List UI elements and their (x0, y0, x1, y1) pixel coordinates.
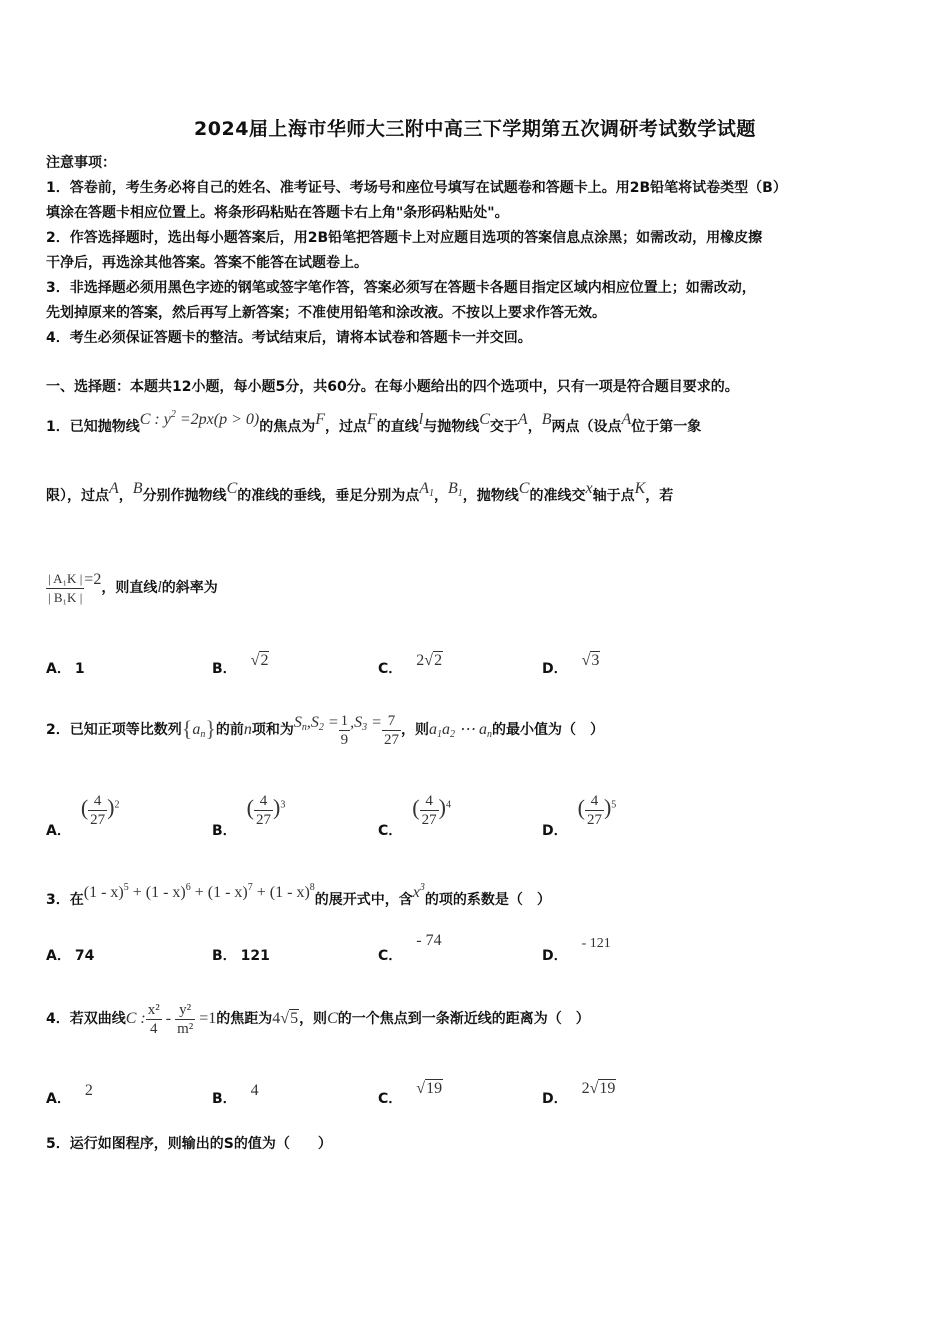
q1-ratio-value: =2 (84, 571, 102, 588)
q1-math-x: x (585, 480, 593, 497)
q1-text: 的焦点为 (259, 419, 316, 435)
q4-text: ，则 (299, 1011, 328, 1027)
q2-math-n: n (243, 721, 252, 738)
q1-text: ， (527, 419, 542, 435)
q3-option-b[interactable]: B． 121 (212, 948, 270, 964)
q4-math-minus: - (161, 1010, 176, 1027)
q1-text: 限），过点 (46, 488, 109, 504)
q2-text: ，则 (400, 722, 429, 738)
q2-math-s3: $,S_3$ = (350, 714, 382, 733)
q3-math-expression: (1 - x)$^5$ + (1 - x)$^6$ + (1 - x)$^7$ + (1 - x)$^8$ (83, 882, 315, 901)
q4-fraction-x: $\frac{\text{x²}}{4}$ (147, 1001, 160, 1037)
q1-math-curve: C : $y^2 =2px(p > 0)$ (139, 409, 260, 428)
q1-math-K: K (634, 480, 646, 497)
q1-option-d[interactable]: D． √3 (542, 652, 600, 677)
q1-text: 交于 (489, 419, 518, 435)
q2-option-d[interactable]: D．( $\frac{4}{27}$ )$^5$ (542, 793, 617, 839)
q1-math-F: F (367, 411, 377, 428)
q1-text: 的准线的垂线，垂足分别为点 (237, 488, 420, 504)
q1-math-l: l (157, 579, 162, 596)
q3-text: 的展开式中，含 (314, 892, 413, 908)
q3-text: 的项的系数是（ ） (424, 892, 551, 908)
q3-option-d[interactable]: D．- 121 (542, 936, 611, 964)
q1-math-C: C (518, 480, 530, 497)
q5-line-1: 5．运行如图程序，则输出的S的值为（ ） (46, 1136, 332, 1152)
q4-line-1 (46, 995, 906, 1043)
q3-text: 3．在 (46, 892, 84, 908)
q1-text: 与抛物线 (423, 419, 480, 435)
q1-line-3 (46, 566, 906, 610)
q4-math-focal: 4√5 (272, 1010, 299, 1027)
q2-option-c[interactable]: C．( $\frac{4}{27}$ )$^4$ (378, 793, 451, 839)
q1-option-b[interactable]: B． √2 (212, 652, 269, 677)
notice-line-2: 填涂在答题卡相应位置上。将条形码粘贴在答题卡右上角"条形码粘贴处"。 (46, 205, 509, 221)
q4-fraction-y: $\frac{\text{y²}}{\text{m²}}$ (177, 1001, 194, 1037)
q4-option-b[interactable]: B． 4 (212, 1082, 259, 1107)
q3-line-1 (46, 882, 906, 910)
q1-math-B: B (541, 411, 552, 428)
notice-line-4: 干净后，再选涂其他答案。答案不能答在试题卷上。 (46, 255, 368, 271)
q1-option-c[interactable]: C． 2√2 (378, 652, 443, 677)
q3-math-x3: $x^3$ (412, 882, 425, 901)
q1-math-l: l (418, 411, 424, 428)
section-heading: 一、选择题：本题共12小题，每小题5分，共60分。在每小题给出的四个选项中，只有一项是符合题目要求的。 (46, 379, 739, 395)
q4-math-C: C : (125, 1010, 146, 1027)
left-brace-icon: { (181, 716, 193, 741)
q1-text: ， (118, 488, 133, 504)
q1-text: 两点（设点 (551, 419, 622, 435)
q1-math-F: F (315, 411, 325, 428)
q2-math-sums: $S_n,S_2$ = (293, 714, 339, 733)
q1-math-B1: $B_1$ (448, 480, 463, 499)
q1-text: 1．已知抛物线 (46, 419, 140, 435)
sqrt-symbol: √19 (416, 1080, 443, 1097)
q1-option-a[interactable]: A． 1 (46, 661, 85, 677)
q1-math-B: B (132, 480, 143, 497)
notice-line-5: 3．非选择题必须用黑色字迹的钢笔或签字笔作答，答案必须写在答题卡各题目指定区域内相应位置上；如需改动， (46, 280, 756, 296)
q4-option-d[interactable]: D．2√19 (542, 1080, 616, 1107)
q4-text: 的一个焦点到一条渐近线的距离为（ ） (337, 1011, 590, 1027)
q1-line-2 (46, 480, 906, 511)
q3-option-a[interactable]: A． 74 (46, 948, 95, 964)
q1-text: 的斜率为 (161, 580, 218, 596)
q2-text: 的前 (215, 722, 244, 738)
q1-text: 的直线 (376, 419, 419, 435)
q1-text: ，过点 (325, 419, 367, 435)
sqrt-symbol: √3 (581, 652, 600, 669)
sqrt-symbol: 2√2 (416, 652, 443, 669)
notice-line-6: 先划掉原来的答案，然后再写上新答案；不准使用铅笔和涂改液。不按以上要求作答无效。 (46, 305, 606, 321)
q2-text: 2．已知正项等比数列 (46, 722, 182, 738)
q2-option-a[interactable]: A．( $\frac{4}{27}$ )$^2$ (46, 793, 120, 839)
q1-math-A: A (109, 480, 119, 497)
q1-text: ，则直线 (101, 580, 158, 596)
q4-math-eq: =1 (195, 1010, 217, 1027)
q1-math-A: A (621, 411, 632, 428)
q1-math-A1: $A_1$ (419, 480, 435, 499)
q1-math-A: A (517, 411, 528, 428)
q1-text: 轴于点 (592, 488, 635, 504)
notice-heading: 注意事项： (46, 155, 116, 171)
q2-text: 项和为 (251, 722, 294, 738)
notice-line-7: 4．考生必须保证答题卡的整洁。考试结束后，请将本试卷和答题卡一并交回。 (46, 330, 532, 346)
q2-math-product: $a_1a_2$ ⋯ $a_n$ (428, 721, 492, 740)
sqrt-symbol: √2 (250, 652, 269, 669)
q2-fraction-s2: $\frac{1}{9}$ (340, 712, 349, 748)
q4-option-c[interactable]: C．√19 (378, 1080, 443, 1107)
q2-fraction-s3: $\frac{7}{27}$ (383, 712, 399, 748)
q2-line-1 (46, 705, 906, 753)
notice-line-1: 1．答卷前，考生务必将自己的姓名、准考证号、考场号和座位号填写在试题卷和答题卡上。用2B铅笔将试卷类型（B） (46, 180, 787, 196)
q4-text: 的焦距为 (216, 1011, 273, 1027)
q1-text: 位于第一象 (631, 419, 702, 435)
q1-text: ，抛物线 (462, 488, 519, 504)
q1-line-1 (46, 409, 906, 437)
q4-text: 4．若双曲线 (46, 1011, 126, 1027)
q1-text: ， (434, 488, 449, 504)
notice-line-3: 2．作答选择题时，选出每小题答案后，用2B铅笔把答题卡上对应题目选项的答案信息点涂黑；如需改动，用橡皮擦 (46, 230, 763, 246)
q1-text: 的准线交 (529, 488, 586, 504)
right-brace-icon: } (205, 716, 216, 741)
q1-text: ，若 (645, 488, 674, 504)
q1-ratio-fraction: $\frac{\text{| A₁K |}}{\text{| B₁K |}}$ (48, 570, 83, 605)
q2-math-an: $a_n$ (192, 721, 206, 740)
q3-option-c[interactable]: C．- 74 (378, 932, 442, 964)
q1-math-C: C (479, 411, 490, 428)
sqrt-symbol: 2√19 (581, 1080, 616, 1097)
q4-math-C: C (327, 1010, 338, 1027)
page-title: 2024届上海市华师大三附中高三下学期第五次调研考试数学试题 (194, 118, 756, 140)
q2-text: 的最小值为（ ） (491, 722, 604, 738)
q1-text: 分别作抛物线 (142, 488, 227, 504)
q1-math-C: C (226, 480, 238, 497)
q2-option-b[interactable]: B．( $\frac{4}{27}$ )$^3$ (212, 793, 286, 839)
q4-option-a[interactable]: A． 2 (46, 1082, 93, 1107)
